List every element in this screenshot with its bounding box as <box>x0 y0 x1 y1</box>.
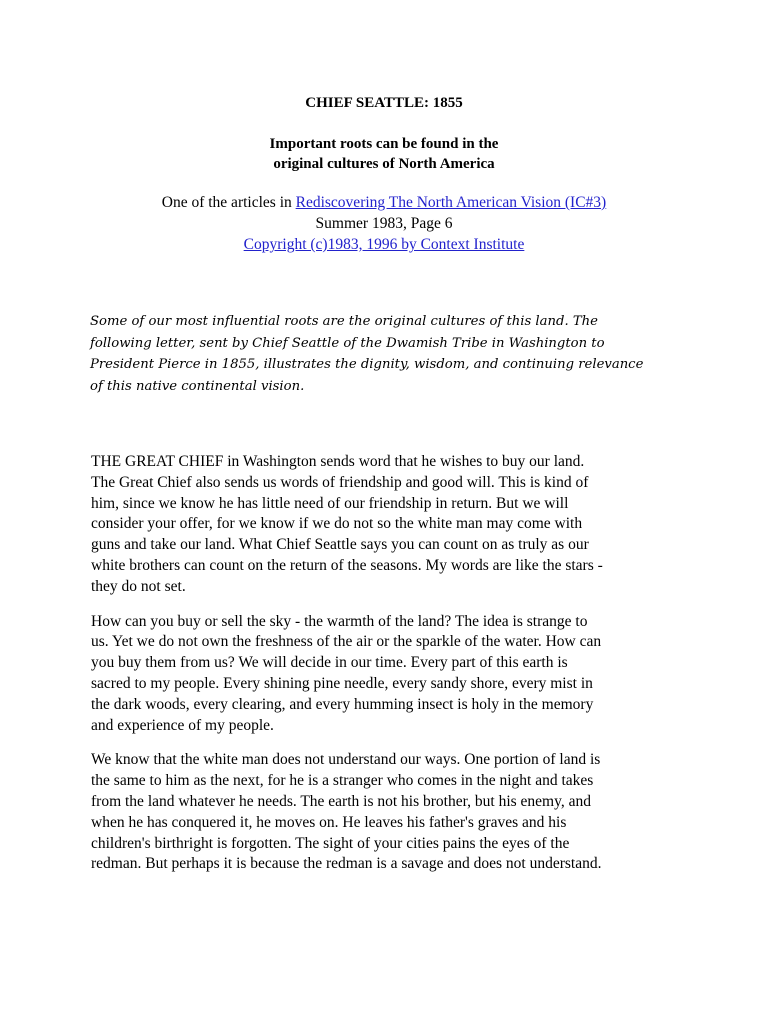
intro-line: President Pierce in 1855, illustrates the dignity, wisdom, and continuing relevance <box>90 357 644 372</box>
body-line: children's birthright is forgotten. The sight of your cities pains the eyes of the <box>91 834 570 852</box>
copyright-link[interactable]: Copyright (c)1983, 1996 by Context Institute <box>243 236 525 253</box>
body-line: consider your offer, for we know if we do not so the white man may come with <box>91 515 583 533</box>
body-paragraph <box>91 452 681 598</box>
intro-line: Some of our most influential roots are the original cultures of this land. The <box>90 314 598 329</box>
subtitle-line: Important roots can be found in the <box>269 136 499 152</box>
body-line: us. Yet we do not own the freshness of the air or the sparkle of the water. How can <box>91 633 602 651</box>
body-line: the same to him as the next, for he is a stranger who comes in the night and takes <box>91 772 594 790</box>
intro-line: of this native continental vision. <box>90 378 305 394</box>
article-meta <box>0 192 768 255</box>
issue-link[interactable]: Rediscovering The North American Vision (IC#3) <box>295 194 607 211</box>
body-line: redman. But perhaps it is because the redman is a savage and does not understand. <box>91 855 602 873</box>
body-line: sacred to my people. Every shining pine needle, every sandy shore, every mist in <box>91 674 593 692</box>
articles-prefix: One of the articles in <box>161 194 296 211</box>
body-line: the dark woods, every clearing, and every humming insect is holy in the memory <box>91 695 594 713</box>
page-title: CHIEF SEATTLE: 1855 <box>305 95 463 111</box>
date-page: Summer 1983, Page 6 <box>315 215 453 232</box>
body-line: We know that the white man does not understand our ways. One portion of land is <box>91 751 601 769</box>
subtitle <box>0 134 768 174</box>
body-line: The Great Chief also sends us words of friendship and good will. This is kind of <box>91 473 589 491</box>
body-line: How can you buy or sell the sky - the warmth of the land? The idea is strange to <box>91 612 588 630</box>
copyright-line <box>0 234 768 255</box>
body-line: him, since we know he has little need of our friendship in return. But we will <box>91 494 569 512</box>
body-line: white brothers can count on the return of the seasons. My words are like the stars - <box>91 556 603 574</box>
intro-paragraph <box>90 311 680 397</box>
subtitle-line: original cultures of North America <box>273 156 495 172</box>
body-paragraph <box>91 612 681 737</box>
body-line: they do not set. <box>91 577 186 595</box>
intro-line: following letter, sent by Chief Seattle of the Dwamish Tribe in Washington to <box>90 335 605 351</box>
letter-body <box>91 452 681 889</box>
issue-line <box>0 192 768 213</box>
body-paragraph <box>91 750 681 875</box>
body-line: and experience of my people. <box>91 716 274 734</box>
body-line: from the land whatever he needs. The earth is not his brother, but his enemy, and <box>91 792 591 810</box>
body-line: THE GREAT CHIEF in Washington sends word that he wishes to buy our land. <box>91 453 585 470</box>
body-line: you buy them from us? We will decide in our time. Every part of this earth is <box>91 654 568 672</box>
body-line: when he has conquered it, he moves on. He leaves his father's graves and his <box>91 813 567 831</box>
body-line: guns and take our land. What Chief Seattle says you can count on as truly as our <box>91 536 589 554</box>
